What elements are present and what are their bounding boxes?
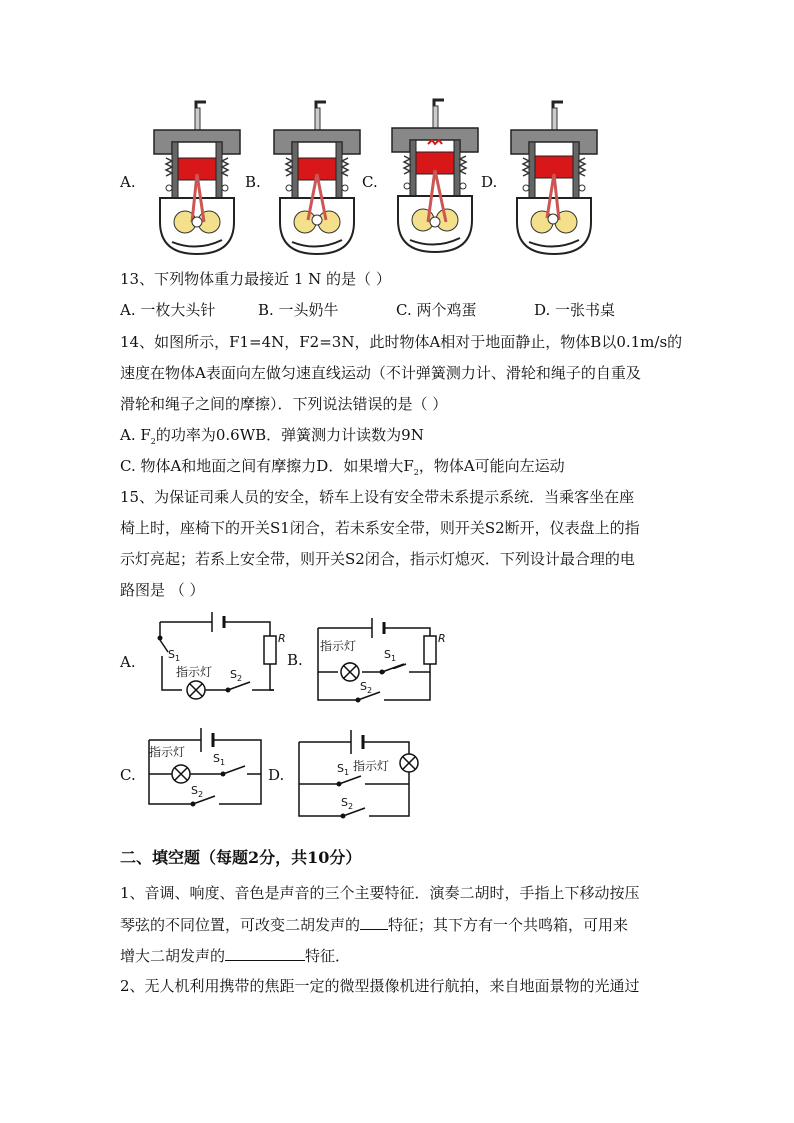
q15-line-3: 示灯亮起；若系上安全带，则开关S2闭合，指示灯熄灭．下列设计最合理的电 [120, 550, 635, 568]
q15-line-4: 路图是 （ ） [120, 581, 205, 599]
circuit-a-s1-label: $S_1$ [168, 648, 181, 663]
circuit-a-lamp-label: 指示灯 [176, 665, 213, 679]
circuit-diagram-a [150, 608, 285, 700]
q14-option-ab-text: 的功率为0.6WB．弹簧测力计读数为9N [155, 426, 424, 444]
q14-option-cd [120, 455, 565, 484]
circuit-b-resistor-label: R [438, 632, 446, 645]
fill1-line-3 [120, 944, 350, 967]
circuit-a-s2-label: $S_2$ [230, 668, 243, 683]
fill1-line-2 [120, 913, 628, 936]
q14-line-2: 速度在物体A表面向左做匀速直线运动（不计弹簧测力计、滑轮和绳子的自重及 [120, 364, 641, 382]
circuit-d-s2-label: $S_2$ [341, 796, 354, 811]
q14-option-a-text: A. F [120, 426, 151, 444]
circuit-option-d-label: D. [268, 766, 285, 784]
fill1-blank-2[interactable] [225, 944, 305, 961]
circuit-c-s2-label: $S_2$ [191, 784, 204, 799]
fill1-line-3-post: 特征． [305, 947, 351, 965]
fill1-blank-1[interactable] [360, 913, 388, 930]
engine-diagram-a [152, 102, 242, 257]
q14-option-c-sub: 2 [413, 468, 419, 477]
q14-line-3: 滑轮和绳子之间的摩擦）．下列说法错误的是（ ） [120, 395, 448, 413]
circuit-diagram-c [145, 722, 270, 814]
q15-line-1: 15、为保证司乘人员的安全，轿车上设有安全带未系提示系统．当乘客坐在座 [120, 488, 635, 506]
engine-option-a-label: A. [120, 173, 136, 191]
engine-diagram-d [509, 102, 599, 257]
circuit-d-s1-label: $S_1$ [337, 762, 350, 777]
circuit-d-lamp-label: 指示灯 [353, 759, 390, 773]
q13-option-d: D. 一张书桌 [534, 301, 616, 319]
engine-option-c-label: C. [362, 173, 378, 191]
fill1-line-1: 1、音调、响度、音色是声音的三个主要特征．演奏二胡时，手指上下移动按压 [120, 884, 640, 902]
q14-option-c-text: C. 物体A和地面之间有摩擦力D．如果增大F [120, 457, 414, 475]
circuit-option-b-label: B. [287, 651, 303, 669]
circuit-option-c-label: C. [120, 766, 136, 784]
circuit-diagram-d [295, 728, 425, 820]
fill1-line-2-post: 特征；其下方有一个共鸣箱，可用来 [388, 916, 629, 934]
circuit-b-s2-label: $S_2$ [360, 680, 373, 695]
circuit-b-lamp-label: 指示灯 [320, 639, 357, 653]
engine-option-b-label: B. [245, 173, 261, 191]
q14-line-1: 14、如图所示，F1=4N，F2=3N，此时物体A相对于地面静止，物体B以0.1m/s的 [120, 333, 683, 351]
engine-option-d-label: D. [481, 173, 498, 191]
circuit-b-s1-label: $S_1$ [384, 648, 397, 663]
q14-option-a-sub: 2 [150, 437, 156, 446]
q14-option-d-text: ，物体A可能向左运动 [418, 457, 565, 475]
engine-diagram-c [390, 100, 480, 255]
circuit-diagram-b [314, 614, 449, 706]
fill1-line-2-pre: 琴弦的不同位置，可改变二胡发声的 [120, 916, 361, 934]
q13-option-c: C. 两个鸡蛋 [396, 301, 477, 319]
circuit-option-a-label: A. [120, 653, 136, 671]
fill2-line-1: 2、无人机利用携带的焦距一定的微型摄像机进行航拍，来自地面景物的光通过 [120, 977, 640, 995]
q13-option-a: A. 一枚大头针 [120, 301, 216, 319]
engine-diagram-b [272, 102, 362, 257]
circuit-a-resistor-label: R [278, 632, 286, 645]
section-2-heading: 二、填空题（每题2分，共10分） [120, 848, 362, 867]
q13-option-b: B. 一头奶牛 [258, 301, 339, 319]
fill1-line-3-pre: 增大二胡发声的 [120, 947, 226, 965]
q14-option-ab [120, 424, 424, 453]
q13-stem: 13、下列物体重力最接近 1 N 的是（ ） [120, 270, 391, 288]
circuit-c-lamp-label: 指示灯 [149, 745, 186, 759]
q15-line-2: 椅上时，座椅下的开关S1闭合，若未系安全带，则开关S2断开，仪表盘上的指 [120, 519, 640, 537]
circuit-c-s1-label: $S_1$ [213, 752, 226, 767]
